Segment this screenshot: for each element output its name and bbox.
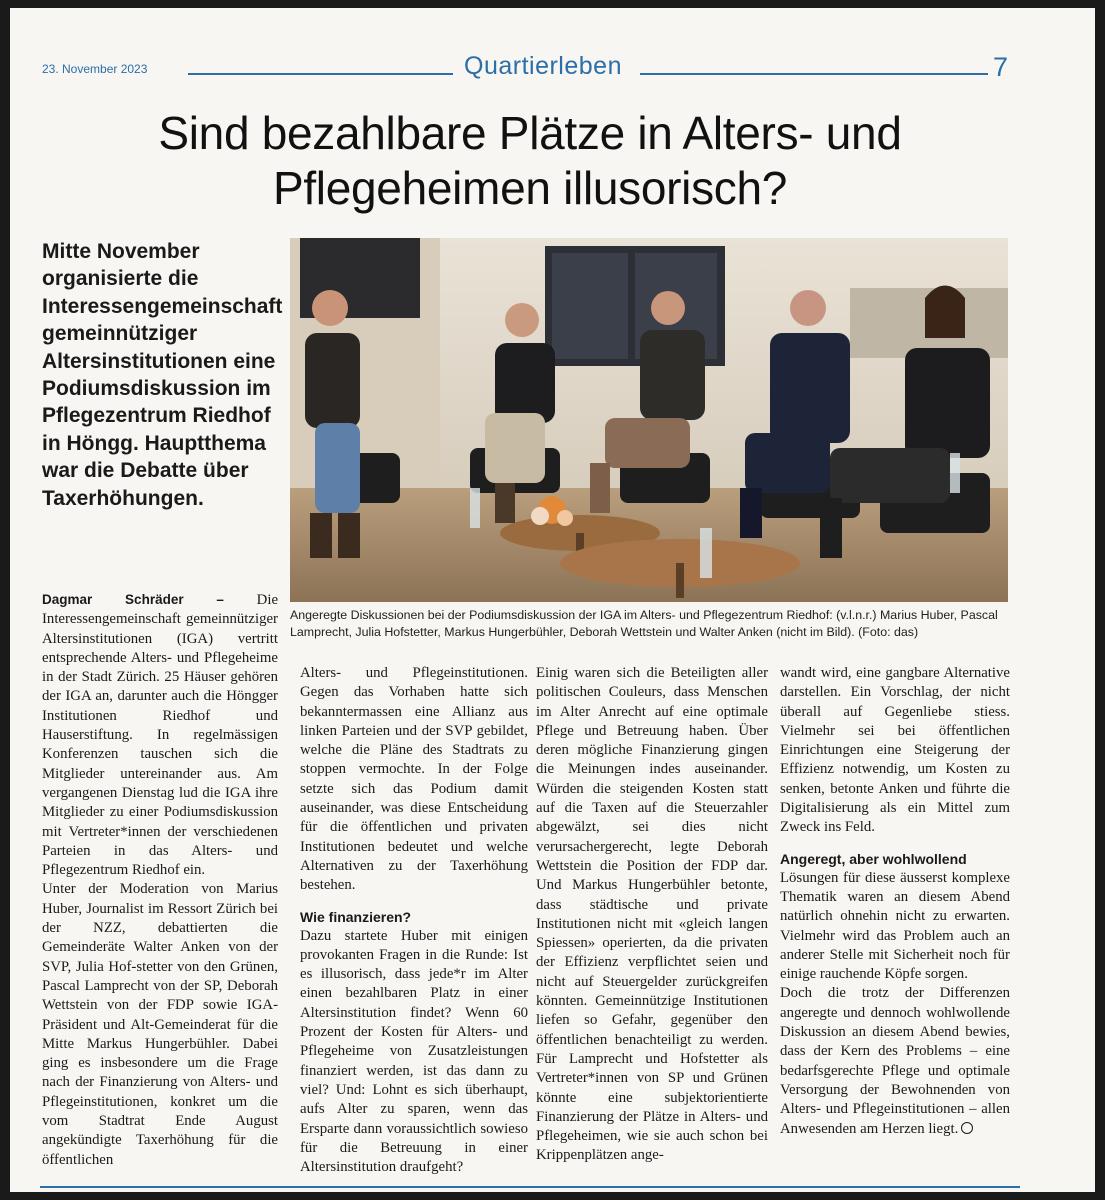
paragraph: Alters- und Pflegeinstitutionen. Gegen das Vorhaben hatte sich bekanntermassen eine Allianz aus linken Parteien und der SVP gebildet, welche die Pläne des Stadtrats zu stoppen vermochte. In der Folge setzte sich das Podium damit auseinander, was diese Entscheidung für die öffentlichen und privaten Institutionen bedeutet und welche Alternativen zu der Taxerhöhung bestehen.: [300, 665, 528, 894]
article-column-2: [300, 664, 528, 1177]
header-rule-right: [640, 73, 988, 75]
newspaper-page: [10, 8, 1095, 1192]
article-column-1: [42, 590, 278, 1170]
paragraph: wandt wird, eine gangbare Alternative darstellen. Ein Vorschlag, der nicht überall auf Gegenliebe stiess. Vielmehr sei bei öffentlichen Einrichtungen eine Steigerung der Effizienz notwendig, um Kosten zu senken, betonte Anken und führte die Digitalisierung als ein Mittel zum Zweck ins Feld.: [780, 665, 1010, 836]
subheading: Wie finanzieren?: [300, 908, 412, 925]
author-byline: Dagmar Schräder –: [42, 592, 224, 607]
header-rule-left: [188, 73, 453, 75]
issue-date: 23. November 2023: [42, 62, 148, 76]
page-number: 7: [993, 52, 1009, 82]
subheading: Angeregt, aber wohlwollend: [780, 850, 967, 867]
paragraph: Unter der Moderation von Marius Huber, Journalist im Ressort Zürich bei der NZZ, debattierten die Gemeinderäte Walter Anken von der SVP, Julia Hof-stetter von den Grünen, Pascal Lamprecht von der SP, Deborah Wettstein von der FDP sowie IGA-Präsident und Alt-Gemeinderat für die Mitte Markus Hungerbühler. Dabei ging es insbesondere um die Frage nach der Finanzierung von Alters- und Pflegeinstitutionen, konkret um die vom Stadtrat Ende August angekündigte Taxerhöhung für die öffentlichen: [42, 881, 278, 1168]
page-header: [40, 48, 1020, 84]
paragraph: Einig waren sich die Beteiligten aller politischen Couleurs, dass Menschen im Alter Anrecht auf eine optimale Pflege und Betreuung haben. Über deren mögliche Finanzierung gingen die Meinungen indes auseinander. Würden die steigenden Kosten statt auf die Taxen auf die Steuerzahler abgewälzt, sei dies nicht verursachergerecht, legte Deborah Wettstein die Position der FDP dar. Und Markus Hungerbühler betonte, dass städtische und private Institutionen nicht mit «gleich langen Spiessen» operierten, da die privaten der Effizienz verpflichtet seien und nicht auf Steuergelder zurückgreifen könnten. Gemeinnützige Institutionen liefen so Gefahr, gegenüber den öffentlichen benachteiligt zu werden. Für Lamprecht und Hofstetter als Vertreter*innen von SP und Grünen könnte eine subjektorientierte Finanzierung der Plätze in Alters- und Pflegeheimen, wie sie auch schon bei Krippenplätzen ange-: [536, 665, 768, 1164]
article-photo: [290, 238, 1008, 602]
paragraph-text: Die Interessengemeinschaft gemeinnütziger Altersinstitutionen (IGA) vertritt entsprechende Alters- und Pflegeheime in der Stadt Zürich. 25 Häuser gehören der IGA an, darunter auch die Höngger Institutionen Riedhof und Hauserstiftung. In regelmässigen Konferenzen tauschen sich die Mitglieder untereinander aus. Am vergangenen Dienstag lud die IGA ihre Mitglieder zu einer Podiumsdiskussion mit Vertreter*innen der verschiedenen Parteien in das Alters- und Pflegezentrum Riedhof ein.: [42, 592, 279, 879]
photo-caption: Angeregte Diskussionen bei der Podiumsdiskussion der IGA im Alters- und Pflegezentrum Riedhof: (v.l.n.r.) Marius Huber, Pascal Lamprecht, Julia Hofstetter, Markus Hungerbühler, Deborah Wettstein und Walter Anken (nicht im Bild). (Foto: das): [290, 608, 998, 639]
article-column-4: [780, 664, 1010, 1139]
paragraph-text: Doch die trotz der Differenzen angeregte und dennoch wohlwollende Diskussion an diesem Abend bewies, dass der Kern des Problems – eine bedarfsgerechte Pflege und optimale Versorgung der Bewohnenden von Alters- und Pflegeinstitutionen – allen Anwesenden am Herzen liegt.: [780, 985, 1010, 1137]
end-mark-icon: [961, 1122, 973, 1134]
footer-rule: [40, 1186, 1020, 1188]
article-column-3: [536, 664, 768, 1166]
paragraph: Dazu startete Huber mit einigen provokanten Fragen in die Runde: Ist es illusorisch, dass jede*r im Alter einen bezahlbaren Platz in einer Altersinstitution findet? Wenn 60 Prozent der Kosten für Alters- und Pflegeheime von Zusatzleistungen finanziert werden, ist das dann zu viel? Und: Lohnt es sich überhaupt, aufs Alter zu sparen, wenn das Ersparte dann voraussichtlich sowieso für die Betreuung in einer Altersinstitution draufgeht?: [300, 927, 528, 1176]
article-lead: Mitte November organisierte die Interessengemeinschaft gemeinnütziger Altersinstitutionen eine Podiumsdiskussion im Pflegezentrum Riedhof in Höngg. Hauptthema war die Debatte über Taxerhöhungen.: [42, 240, 283, 510]
paragraph: [42, 590, 278, 880]
section-title: Quartierleben: [464, 52, 622, 80]
paragraph: [780, 984, 1010, 1138]
article-headline: Sind bezahlbare Plätze in Alters- und Pflegeheimen illusorisch?: [158, 107, 902, 214]
panel-discussion-photo: [290, 238, 1008, 602]
paragraph: Lösungen für diese äusserst komplexe Thematik waren an diesem Abend natürlich ohnehin nicht zu erwarten. Vielmehr wird das Problem auch an anderer Stelle mit Sicherheit noch für einige rauchende Köpfe sorgen.: [780, 869, 1010, 983]
